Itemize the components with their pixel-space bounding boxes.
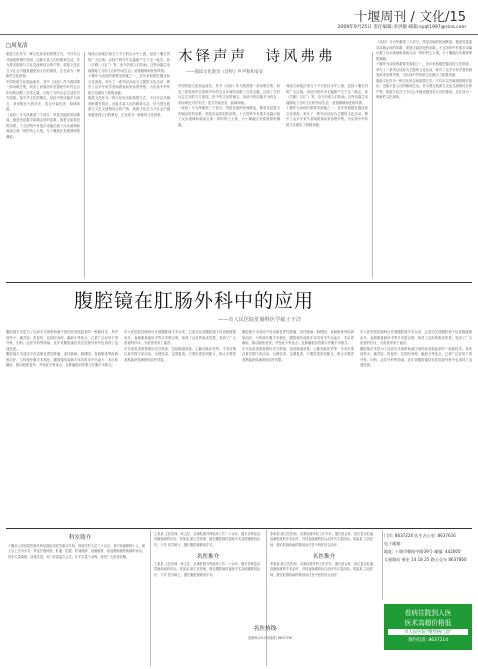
article2-col3 <box>242 330 354 526</box>
column-divider <box>84 52 85 278</box>
article1-paragraph: 周南召南地区相当于今天的汉水中上游，包括十堰在内的广大区域。诗经中的许多名篇都产生于这一地区，如《关雎》《汉广》等，至今仍被人们传诵。这些诗篇生动地描绘了当时人们的劳动生活、爱情婚姻和民俗风情。 <box>286 84 368 105</box>
doctor-intro2-lead: 李某某 副主任医师，从事肛肠外科工作多年，擅长混合痔、高位复杂肛瘘、直肠脱垂的手术治疗，对结直肠癌的综合治疗有丰富经验。周某某 主治医师，擅长肛肠疾病的微创治疗及中西医结合治疗。 <box>270 532 377 547</box>
article2-paragraph: 腹腔镜手术是为了达到手术视野和减少创伤而发展起来的一种新技术，具有创伤小、痛苦轻、恢复快、住院时间短、瘢痕小等优点，已被广泛应用于普外科、妇科、泌尿外科等领域。近年来腹腔镜技术在肛肠外科中也得到了迅速发展。 <box>6 330 118 351</box>
article1-paragraph: 中国传统文化源远流长，其中《诗经》作为我国第一部诗歌总集，收录了西周初年至春秋中叶约五百年间的诗歌三百零五篇，反映了当时社会生活的方方面面，是中华文化的瑰宝。诗经中的诗篇多为四言，采用赋比兴的手法，语言朴素优美，韵律和谐。 <box>178 84 280 105</box>
article2-paragraph: 腹腔镜手术是为了达到手术视野和减少创伤而发展起来的一种新技术，具有创伤小、痛苦轻、恢复快、住院时间短、瘢痕小等优点，已被广泛应用于普外科、妇科、泌尿外科等领域。近年来腹腔镜技术在肛肠外科中也得到了迅速发展。 <box>360 346 472 367</box>
doctor-intro-text: 王某某 主任医师，科主任，从事肛肠外科临床工作二十余年，擅长各种复杂肛肠疾病的诊治。张某某 副主任医师，擅长腹腔镜结直肠手术及痔瘘微创治疗。于洋 医学硕士，擅长腹腔镜微创手术。 <box>154 562 261 577</box>
article1-title: 木铎声声 诗风弗弗 <box>178 49 336 65</box>
section-rule <box>6 528 472 529</box>
dept-intro-title: 科室简介 <box>68 535 92 541</box>
ad-phone: 预约电话: 8637214 <box>408 638 448 643</box>
masthead-date-editor: 2009年9月25日 责任编辑:李洪敏 邮箱:syqt1997@sina.com <box>337 25 466 30</box>
article1-col3 <box>178 84 280 280</box>
article2-paragraph: 市人民医院肛肠科自开展腹腔镜手术以来，已成功完成腹腔镜下结直肠癌根治术、直肠脱垂悬吊术等手术数百例，取得了良好的临床效果，受到了广大患者的好评，为患者带来了福音。 <box>360 330 472 345</box>
section-rule <box>6 282 472 283</box>
column-divider <box>382 530 383 600</box>
article2-paragraph: 手术前患者需要做好充分准备，包括肠道准备、心肺功能评估等；手术后要注意早期下床活动、合理饮食，定期复查。只要医患密切配合，绝大多数患者都能获得满意的治疗效果。 <box>124 346 236 362</box>
dept-intro-text: 十堰市人民医院肛肠外科是湖北省医学重点专科，现有医护人员三十余名，其中高级职称十人，硕士以上学历多名。科室开展痔疮、肛瘘、肛裂、肛周脓肿、直肠脱垂、结直肠肿瘤等疾病的诊治，技术力量雄厚，设备先进，年门诊量逾万人次，年手术量千余例，深受广大患者信赖。 <box>8 544 146 559</box>
article1-paragraph: 中国传统文化源远流长，其中《诗经》作为我国第一部诗歌总集，收录了西周初年至春秋中叶约五百年间的诗歌三百零五篇，反映了当时社会生活的方方面面，是中华文化的瑰宝。诗经中的诗篇多为四言，采用赋比兴的手法，语言朴素优美，韵律和谐。 <box>6 79 80 111</box>
ad-line-2: 医术高超价格低 <box>404 619 452 627</box>
contact-line: 地址: 十堰市朝阳中路39号 邮编: 442000 <box>384 549 461 554</box>
article2-col1 <box>6 330 118 526</box>
doctor-intro2-text: 李某某 副主任医师，从事肛肠外科工作多年，擅长混合痔、高位复杂肛瘘、直肠脱垂的手术治疗，对结直肠癌的综合治疗有丰富经验。周某某 主治医师，擅长肛肠疾病的微创治疗及中西医结合治疗。 <box>270 562 377 577</box>
article2-title: 腹腔镜在肛肠外科中的应用 <box>74 290 315 312</box>
article2-paragraph: 腹腔镜手术适用于结直肠良恶性肿瘤、炎性肠病、肠梗阻、直肠脱垂等疾病的治疗。与传统开腹手术相比，腹腔镜结直肠手术具有术中出血少、术后疼痛轻、肠功能恢复快、并发症少等优点，且肿瘤根治效果与开腹手术相当。 <box>6 352 118 367</box>
ad-line-1: 看病住院到人医 <box>404 609 452 617</box>
column-tag: □周龙清 <box>6 43 28 49</box>
doctor-intro-lead: 王某某 主任医师，科主任，从事肛肠外科临床工作二十余年，擅长各种复杂肛肠疾病的诊治。张某某 副主任医师，擅长腹腔镜结直肠手术及痔瘘微创治疗。于洋 医学硕士，擅长腹腔镜微创手术。 <box>154 532 261 547</box>
article2-col2 <box>124 330 236 526</box>
article2-paragraph: 市人民医院肛肠科自开展腹腔镜手术以来，已成功完成腹腔镜下结直肠癌根治术、直肠脱垂悬吊术等手术数百例，取得了良好的临床效果，受到了广大患者的好评，为患者带来了福音。 <box>124 330 236 345</box>
article1-col5 <box>376 40 472 280</box>
article1-paragraph: 十堰作为诗经的重要发源地之一，近年来积极挖掘诗经文化资源，举办了一系列以诗经为主题的文化活动，吸引了众多专家学者和游客前来参观考察，为弘扬中华传统文化做出了积极贡献。 <box>376 62 472 77</box>
column-divider <box>372 52 373 278</box>
article1-col1 <box>6 52 80 280</box>
ad-slogan: 市人民医院"慢性病门诊" <box>388 629 468 635</box>
article2-subtitle: ——市人民医院肛肠科医学硕士于洋 <box>218 317 302 323</box>
hotline-text: 肛肠科(24小时值班) 8637336 <box>247 636 293 640</box>
doctor-intro2-title: 名医推介 <box>312 554 336 560</box>
header-rule <box>0 34 478 35</box>
contact-line: 太极路站 乘坐 14 18 25 路公交车 8637860 <box>384 557 467 562</box>
article1-col2 <box>88 52 170 280</box>
article1-paragraph: 旅游文化作为一种文化形态和游憩方式，不仅可以开阔视野增长知识，还能丰富人们的精神生活。作为观光旅游与文化交流相结合的产物，旅游文化在当今社会中越来越受到人们的重视，正在成为一种新的文化现象。 <box>88 96 170 117</box>
article1-paragraph: 十堰作为诗经的重要发源地之一，近年来积极挖掘诗经文化资源，举办了一系列以诗经为主题的文化活动，吸引了众多专家学者和游客前来参观考察，为弘扬中华传统文化做出了积极贡献。 <box>88 74 170 95</box>
article1-col4 <box>286 84 368 280</box>
article1-subtitle: ——阅读文化新诗《诗经》声声和和安安 <box>186 70 264 75</box>
masthead-title: 十堰周刊 / 文化/15 <box>354 10 466 25</box>
hotline-title: 名医热线 <box>253 626 277 632</box>
contact-line: 电子邮箱: <box>384 541 402 546</box>
article2-paragraph: 腹腔镜手术适用于结直肠良恶性肿瘤、炎性肠病、肠梗阻、直肠脱垂等疾病的治疗。与传统开腹手术相比，腹腔镜结直肠手术具有术中出血少、术后疼痛轻、肠功能恢复快、并发症少等优点，且肿瘤根治效果与开腹手术相当。 <box>242 330 354 345</box>
contact-info <box>384 532 474 564</box>
hospital-ad <box>384 604 472 650</box>
article2-col4 <box>360 330 472 526</box>
article1-paragraph: 《诗经》分为风雅颂三个部分，风是各地的民间歌谣，雅是宫廷宴享或朝会时的乐歌，颂是宗庙祭祀的乐歌。十五国风中有很多诗篇记载了汉水流域和周南召南一带的风土人情，与十堰地区有着深厚的渊源。 <box>6 112 80 139</box>
article1-paragraph: 旅游文化作为一种文化形态和游憩方式，不仅可以开阔视野增长知识，还能丰富人们的精神生活。作为观光旅游与文化交流相结合的产物，旅游文化在当今社会中越来越受到人们的重视，正在成为一种新的文化现象。 <box>6 52 80 78</box>
article1-paragraph: 旅游文化作为一种文化形态和游憩方式，不仅可以开阔视野增长知识，还能丰富人们的精神生活。作为观光旅游与文化交流相结合的产物，旅游文化在当今社会中越来越受到人们的重视，正在成为一种新的文化现象。 <box>376 78 472 99</box>
article2-paragraph: 手术前患者需要做好充分准备，包括肠道准备、心肺功能评估等；手术后要注意早期下床活动、合理饮食，定期复查。只要医患密切配合，绝大多数患者都能获得满意的治疗效果。 <box>242 346 354 362</box>
article1-paragraph: 周南召南地区相当于今天的汉水中上游，包括十堰在内的广大区域。诗经中的许多名篇都产生于这一地区，如《关雎》《汉广》等，至今仍被人们传诵。这些诗篇生动地描绘了当时人们的劳动生活、爱情婚姻和民俗风情。 <box>88 52 170 73</box>
contact-line: 门诊: 8637226 医生办公室: 8637616 <box>384 533 456 538</box>
doctor-intro-title: 名医推介 <box>196 554 220 560</box>
column-divider <box>150 530 151 666</box>
article1-paragraph: 《诗经》分为风雅颂三个部分，风是各地的民间歌谣，雅是宫廷宴享或朝会时的乐歌，颂是宗庙祭祀的乐歌。十五国风中有很多诗篇记载了汉水流域和周南召南一带的风土人情，与十堰地区有着深厚的渊源。 <box>376 40 472 61</box>
article1-paragraph: 十堰作为诗经的重要发源地之一，近年来积极挖掘诗经文化资源，举办了一系列以诗经为主题的文化活动，吸引了众多专家学者和游客前来参观考察，为弘扬中华传统文化做出了积极贡献。 <box>286 106 368 127</box>
article1-paragraph: 《诗经》分为风雅颂三个部分，风是各地的民间歌谣，雅是宫廷宴享或朝会时的乐歌，颂是宗庙祭祀的乐歌。十五国风中有很多诗篇记载了汉水流域和周南召南一带的风土人情，与十堰地区有着深厚的渊源。 <box>178 106 280 127</box>
